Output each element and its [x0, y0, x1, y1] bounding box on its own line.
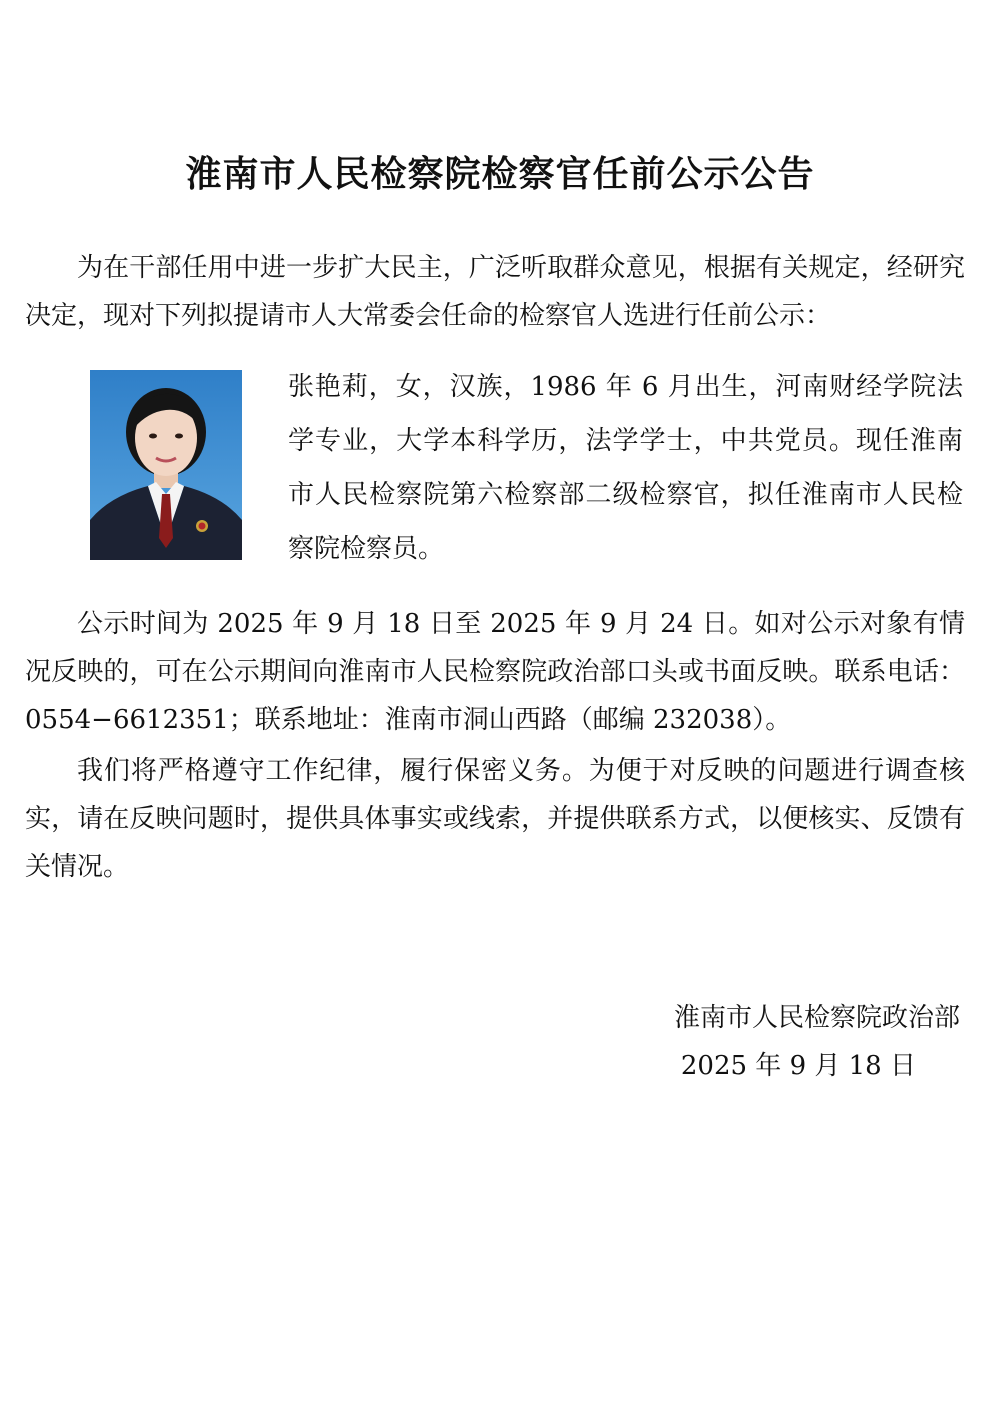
signature-organization: 淮南市人民检察院政治部	[673, 1003, 960, 1033]
page-title: 淮南市人民检察院检察官任前公示公告	[185, 154, 815, 196]
intro-paragraph: 为在干部任用中进一步扩大民主，广泛听取群众意见，根据有关规定，经研究决定，现对下列拟提请市人大常委会任命的检察官人选进行任前公示：	[25, 253, 965, 331]
signature-date: 2025 年 9 月 18 日	[680, 1051, 916, 1081]
commitment-paragraph: 我们将严格遵守工作纪律，履行保密义务。为便于对反映的问题进行调查核实，请在反映问题时，提供具体事实或线索，并提供联系方式，以便核实、反馈有关情况。	[25, 756, 965, 882]
candidate-bio: 张艳莉，女，汉族，1986 年 6 月出生，河南财经学院法学专业，大学本科学历，法学学士，中共党员。现任淮南市人民检察院第六检察部二级检察官，拟任淮南市人民检察院检察员。	[288, 372, 963, 564]
candidate-photo	[90, 370, 242, 560]
notice-period-paragraph: 公示时间为 2025 年 9 月 18 日至 2025 年 9 月 24 日。如对公示对象有情况反映的，可在公示期间向淮南市人民检察院政治部口头或书面反映。联系电话：0554−6612351；联系地址：淮南市洞山西路（邮编 232038）。	[25, 609, 965, 735]
